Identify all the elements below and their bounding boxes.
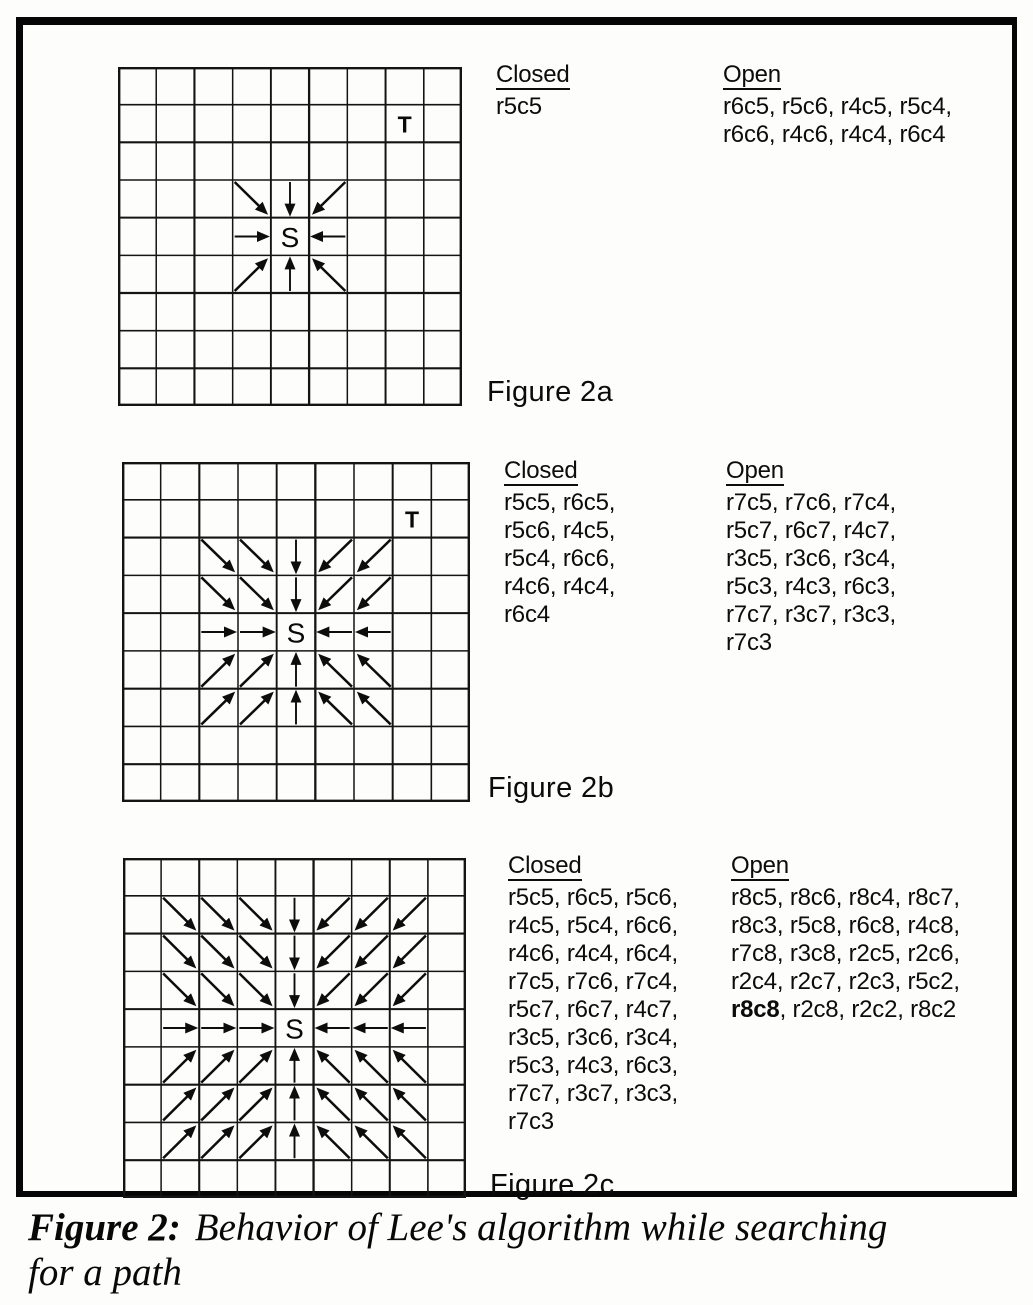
wavefront-arrow — [319, 1052, 350, 1083]
open-list-2c — [731, 852, 960, 1024]
list-line: r5c3, r4c3, r6c3, — [726, 573, 897, 600]
wavefront-arrow — [201, 656, 233, 687]
closed-header-2a: Closed — [496, 61, 570, 88]
caption-text-line2: for a path — [28, 1251, 182, 1294]
list-line: r7c7, r3c7, r3c3, — [508, 1080, 679, 1107]
wavefront-arrow — [163, 936, 194, 967]
wavefront-arrow — [314, 260, 345, 291]
wavefront-arrow — [201, 540, 233, 571]
wavefront-arrow — [395, 1127, 426, 1158]
wavefront-arrow — [357, 898, 388, 929]
grid-2b — [122, 462, 470, 802]
wavefront-arrow — [235, 182, 266, 213]
wavefront-arrow — [395, 973, 426, 1004]
wavefront-arrow — [395, 1090, 426, 1121]
wavefront-arrow — [395, 936, 426, 967]
closed-header-2b: Closed — [504, 457, 578, 484]
list-line: r5c4, r6c6, — [504, 545, 616, 572]
list-line: r7c7, r3c7, r3c3, — [726, 601, 897, 628]
list-line: r8c3, r5c8, r6c8, r4c8, — [731, 912, 960, 939]
wavefront-arrow — [239, 936, 270, 967]
wavefront-arrow — [395, 1052, 426, 1083]
wavefront-arrow — [163, 898, 194, 929]
closed-lines-2b — [504, 489, 615, 629]
open-header-2c: Open — [731, 852, 789, 879]
list-line: r4c6, r4c4, — [504, 573, 616, 600]
subcaption-2b: Figure 2b — [488, 772, 615, 804]
wavefront-arrow — [357, 936, 388, 967]
list-line: r7c3 — [726, 629, 772, 656]
wavefront-arrow — [359, 656, 391, 687]
wavefront-arrow — [320, 577, 352, 608]
list-line: r8c5, r8c6, r8c4, r8c7, — [731, 884, 960, 911]
list-line: r5c5, r6c5, — [504, 489, 616, 516]
wavefront-arrow — [201, 898, 232, 929]
wavefront-arrow — [320, 694, 352, 725]
wavefront-arrow — [357, 1052, 388, 1083]
list-line: r4c6, r4c4, r6c4, — [508, 940, 679, 967]
target-cell-label: T — [397, 111, 412, 138]
wavefront-arrow — [359, 694, 391, 725]
wavefront-arrow — [319, 936, 350, 967]
wavefront-arrow — [239, 898, 270, 929]
wavefront-arrow — [357, 973, 388, 1004]
list-line: r7c5, r7c6, r7c4, — [726, 489, 897, 516]
list-line: r2c4, r2c7, r2c3, r5c2, — [731, 968, 960, 995]
source-cell-label: S — [285, 1013, 304, 1045]
list-line: r5c3, r4c3, r6c3, — [508, 1052, 679, 1079]
caption-text-line1: Behavior of Lee's algorithm while searching — [194, 1206, 888, 1249]
wavefront-arrow — [239, 1127, 270, 1158]
wavefront-arrow — [201, 1052, 232, 1083]
wavefront-arrow — [319, 898, 350, 929]
open-lines-2b — [726, 489, 896, 657]
wavefront-arrow — [239, 973, 270, 1004]
closed-header-2c: Closed — [508, 852, 582, 879]
wavefront-arrow — [357, 1127, 388, 1158]
list-line: r6c4 — [504, 601, 550, 628]
wavefront-arrow — [163, 973, 194, 1004]
grid-2c — [123, 858, 466, 1198]
closed-list-2a — [496, 61, 570, 121]
grid-2a — [118, 67, 462, 406]
wavefront-arrow — [359, 540, 391, 571]
list-line: r7c3 — [508, 1108, 554, 1135]
list-line: r3c5, r3c6, r3c4, — [508, 1024, 679, 1051]
closed-list-2c — [508, 852, 678, 1136]
source-cell-label: S — [280, 222, 300, 253]
closed-lines-2c — [508, 884, 678, 1136]
list-line: r5c5, r6c5, r5c6, — [508, 884, 679, 911]
open-list-2a — [723, 61, 952, 149]
wavefront-arrow — [240, 656, 272, 687]
list-line: r4c5, r5c4, r6c6, — [508, 912, 679, 939]
list-line: r6c6, r4c6, r4c4, r6c4 — [723, 121, 946, 148]
open-lines-2a — [723, 93, 952, 149]
closed-list-2b — [504, 457, 615, 629]
wavefront-arrow — [314, 182, 345, 213]
open-lines-2c — [731, 884, 960, 1024]
wavefront-arrow — [357, 1090, 388, 1121]
wavefront-arrow — [359, 577, 391, 608]
list-line: r5c6, r4c5, — [504, 517, 616, 544]
wavefront-arrow — [163, 1127, 194, 1158]
closed-lines-2a — [496, 93, 570, 121]
wavefront-arrow — [201, 936, 232, 967]
wavefront-arrow — [320, 540, 352, 571]
open-list-2b — [726, 457, 896, 657]
open-header-2a: Open — [723, 61, 781, 88]
list-line: r7c5, r7c6, r7c4, — [508, 968, 679, 995]
wavefront-arrow — [319, 973, 350, 1004]
wavefront-arrow — [201, 1090, 232, 1121]
open-header-2b: Open — [726, 457, 784, 484]
list-line: r8c8, r2c8, r2c2, r8c2 — [731, 996, 957, 1023]
figure-frame — [16, 17, 1017, 1201]
wavefront-arrow — [240, 540, 272, 571]
figure-caption — [28, 1205, 996, 1295]
caption-number: Figure 2: — [28, 1206, 181, 1249]
subcaption-2a: Figure 2a — [487, 376, 614, 408]
wavefront-arrow — [239, 1090, 270, 1121]
list-line: r3c5, r3c6, r3c4, — [726, 545, 897, 572]
wavefront-arrow — [235, 260, 266, 291]
wavefront-arrow — [240, 577, 272, 608]
list-line: r7c8, r3c8, r2c5, r2c6, — [731, 940, 960, 967]
wavefront-arrow — [201, 1127, 232, 1158]
list-line: r6c5, r5c6, r4c5, r5c4, — [723, 93, 952, 120]
wavefront-arrow — [319, 1090, 350, 1121]
subcaption-2c: Figure 2c — [490, 1169, 615, 1201]
wavefront-arrow — [201, 577, 233, 608]
wavefront-arrow — [201, 973, 232, 1004]
wavefront-arrow — [320, 656, 352, 687]
wavefront-arrow — [240, 694, 272, 725]
wavefront-arrow — [201, 694, 233, 725]
source-cell-label: S — [286, 617, 306, 649]
list-line: r5c7, r6c7, r4c7, — [508, 996, 679, 1023]
wavefront-arrow — [239, 1052, 270, 1083]
wavefront-arrow — [163, 1090, 194, 1121]
list-line: r5c5 — [496, 93, 542, 120]
target-cell-label: T — [404, 506, 420, 533]
wavefront-arrow — [163, 1052, 194, 1083]
wavefront-arrow — [395, 898, 426, 929]
wavefront-arrow — [319, 1127, 350, 1158]
list-line: r5c7, r6c7, r4c7, — [726, 517, 897, 544]
